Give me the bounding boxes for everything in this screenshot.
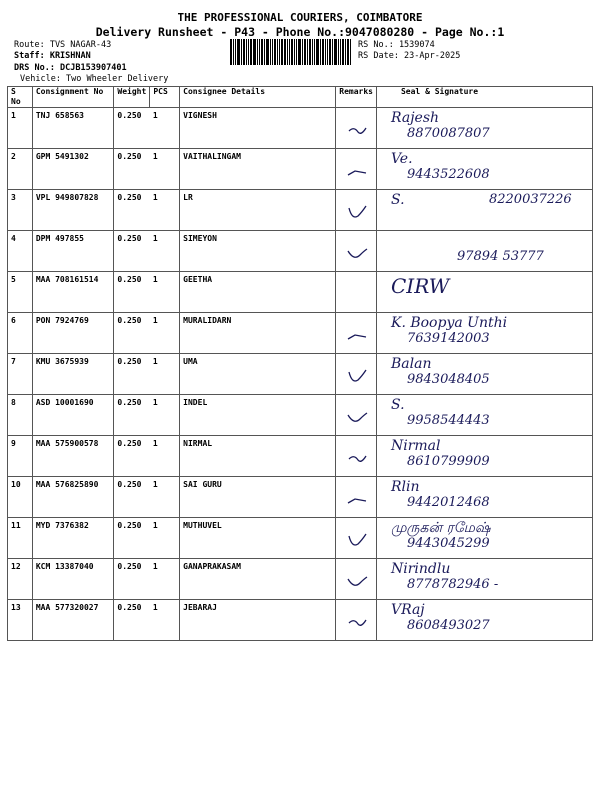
table-row — [8, 272, 593, 313]
runsheet-title: Delivery Runsheet - P43 - Phone No.:9047080280 - Page No.:1 — [95, 25, 505, 39]
signature-name: Nirindlu — [390, 561, 451, 577]
signature-name: S. — [390, 397, 405, 413]
cell-seal-signature — [376, 559, 592, 600]
cell-seal-signature — [376, 190, 592, 231]
cell-pcs: 1 — [150, 108, 180, 149]
cell-seal-signature — [376, 600, 592, 641]
cell-pcs: 1 — [150, 477, 180, 518]
cell-weight: 0.250 — [114, 149, 150, 190]
table-row — [8, 477, 593, 518]
cell-pcs: 1 — [150, 231, 180, 272]
signature-name: CIRW — [390, 274, 450, 298]
cell-seal-signature — [376, 395, 592, 436]
vehicle-label: Vehicle: Two Wheeler Delivery — [20, 74, 169, 84]
cell-pcs: 1 — [150, 395, 180, 436]
cell-consignment: MAA 576825890 — [32, 477, 114, 518]
cell-seal-signature — [376, 231, 592, 272]
cell-consignee: MUTHUVEL — [180, 518, 336, 559]
cell-remarks — [336, 272, 377, 313]
cell-remarks — [336, 600, 377, 641]
cell-seal-signature — [376, 272, 592, 313]
cell-consignee: MURALIDARN — [180, 313, 336, 354]
table-row — [8, 354, 593, 395]
signature-name: Rlin — [390, 479, 420, 495]
signature-name: Rajesh — [390, 110, 440, 126]
table-row — [8, 149, 593, 190]
cell-pcs: 1 — [150, 600, 180, 641]
cell-weight: 0.250 — [114, 518, 150, 559]
cell-consignment: VPL 949807828 — [32, 190, 114, 231]
cell-seal-signature — [376, 436, 592, 477]
cell-consignment: KMU 3675939 — [32, 354, 114, 395]
cell-pcs: 1 — [150, 149, 180, 190]
cell-consignment: MAA 577320027 — [32, 600, 114, 641]
delivery-tick-mark — [346, 491, 368, 509]
signature-phone: 9843048405 — [406, 372, 490, 387]
cell-consignee: NIRMAL — [180, 436, 336, 477]
cell-weight: 0.250 — [114, 108, 150, 149]
table-row — [8, 231, 593, 272]
cell-weight: 0.250 — [114, 395, 150, 436]
cell-consignee: VAITHALINGAM — [180, 149, 336, 190]
cell-weight: 0.250 — [114, 313, 150, 354]
cell-remarks — [336, 190, 377, 231]
cell-sno: 1 — [8, 108, 33, 149]
delivery-tick-mark — [346, 122, 368, 140]
cell-remarks — [336, 313, 377, 354]
cell-consignee: SAI GURU — [180, 477, 336, 518]
table-row — [8, 436, 593, 477]
cell-remarks — [336, 149, 377, 190]
cell-sno: 6 — [8, 313, 33, 354]
signature-phone: 9443045299 — [406, 536, 490, 551]
runsheet-table — [7, 86, 593, 641]
table-row — [8, 190, 593, 231]
cell-sno: 8 — [8, 395, 33, 436]
rs-date: RS Date: 23-Apr-2025 — [358, 51, 461, 61]
signature-phone: 8610799909 — [406, 454, 490, 469]
cell-pcs: 1 — [150, 190, 180, 231]
signature-name: Balan — [390, 356, 432, 372]
signature-phone: 7639142003 — [406, 331, 490, 346]
cell-consignment: TNJ 658563 — [32, 108, 114, 149]
delivery-tick-mark — [346, 614, 368, 632]
drs-number: DRS No.: DCJB153907401 — [14, 63, 127, 73]
cell-sno: 10 — [8, 477, 33, 518]
cell-remarks — [336, 559, 377, 600]
table-row — [8, 518, 593, 559]
cell-weight: 0.250 — [114, 231, 150, 272]
delivery-tick-mark — [346, 327, 368, 345]
cell-remarks — [336, 108, 377, 149]
delivery-tick-mark — [346, 409, 368, 427]
cell-remarks — [336, 518, 377, 559]
cell-sno: 3 — [8, 190, 33, 231]
signature-phone: 9443522608 — [406, 167, 490, 182]
route-label: Route: TVS NAGAR-43 — [14, 40, 112, 50]
signature-phone: 8608493027 — [406, 618, 490, 633]
cell-seal-signature — [376, 477, 592, 518]
signature-phone: 9442012468 — [406, 495, 490, 510]
cell-remarks — [336, 395, 377, 436]
cell-sno: 2 — [8, 149, 33, 190]
cell-seal-signature — [376, 108, 592, 149]
staff-label: Staff: KRISHNAN — [14, 51, 91, 61]
cell-sno: 5 — [8, 272, 33, 313]
cell-remarks — [336, 231, 377, 272]
cell-consignment: GPM 5491302 — [32, 149, 114, 190]
cell-consignee: GEETHA — [180, 272, 336, 313]
cell-consignment: ASD 10001690 — [32, 395, 114, 436]
cell-remarks — [336, 477, 377, 518]
cell-sno: 11 — [8, 518, 33, 559]
signature-name: Ve. — [390, 151, 413, 167]
cell-sno: 9 — [8, 436, 33, 477]
delivery-tick-mark — [346, 368, 368, 386]
signature-phone: 9958544443 — [406, 413, 490, 428]
table-header-row — [8, 87, 593, 108]
cell-pcs: 1 — [150, 518, 180, 559]
table-row — [8, 313, 593, 354]
cell-consignment: MAA 575900578 — [32, 436, 114, 477]
col-pcs: PCS — [150, 87, 180, 108]
col-weight: Weight — [114, 87, 150, 108]
cell-weight: 0.250 — [114, 190, 150, 231]
table-row — [8, 600, 593, 641]
cell-seal-signature — [376, 149, 592, 190]
cell-pcs: 1 — [150, 272, 180, 313]
cell-sno: 13 — [8, 600, 33, 641]
cell-consignee: JEBARAJ — [180, 600, 336, 641]
signature-name: VRaj — [390, 602, 425, 618]
col-consignment: Consignment No — [32, 87, 114, 108]
delivery-tick-mark — [346, 204, 368, 222]
cell-sno: 7 — [8, 354, 33, 395]
cell-consignee: SIMEYON — [180, 231, 336, 272]
cell-consignment: MAA 708161514 — [32, 272, 114, 313]
cell-consignee: GANAPRAKASAM — [180, 559, 336, 600]
cell-consignment: DPM 497855 — [32, 231, 114, 272]
col-consignee: Consignee Details — [180, 87, 336, 108]
cell-consignee: INDEL — [180, 395, 336, 436]
col-remarks: Remarks — [336, 87, 377, 108]
table-row — [8, 559, 593, 600]
signature-phone: 8870087807 — [406, 126, 490, 141]
delivery-tick-mark — [346, 163, 368, 181]
cell-weight: 0.250 — [114, 354, 150, 395]
cell-consignee: UMA — [180, 354, 336, 395]
col-sno: S No — [8, 87, 33, 108]
rs-number: RS No.: 1539074 — [358, 40, 435, 50]
signature-name: Nirmal — [390, 438, 441, 454]
company-title: THE PROFESSIONAL COURIERS, COIMBATORE — [177, 11, 423, 24]
cell-consignee: VIGNESH — [180, 108, 336, 149]
cell-sno: 4 — [8, 231, 33, 272]
cell-seal-signature — [376, 354, 592, 395]
table-row — [8, 395, 593, 436]
signature-phone: 8220037226 — [488, 192, 572, 207]
delivery-tick-mark — [346, 245, 368, 263]
cell-weight: 0.250 — [114, 559, 150, 600]
cell-consignment: MYD 7376382 — [32, 518, 114, 559]
cell-remarks — [336, 436, 377, 477]
signature-name: S. — [390, 192, 405, 208]
cell-pcs: 1 — [150, 354, 180, 395]
cell-consignment: KCM 13387040 — [32, 559, 114, 600]
cell-weight: 0.250 — [114, 436, 150, 477]
col-seal-signature: Seal & Signature — [376, 87, 592, 108]
signature-name: K. Boopya Unthi — [390, 315, 508, 331]
cell-seal-signature — [376, 313, 592, 354]
cell-remarks — [336, 354, 377, 395]
signature-name: முருகன் ரமேஷ் — [390, 520, 491, 536]
cell-pcs: 1 — [150, 313, 180, 354]
cell-sno: 12 — [8, 559, 33, 600]
delivery-tick-mark — [346, 450, 368, 468]
cell-consignment: PON 7924769 — [32, 313, 114, 354]
cell-consignee: LR — [180, 190, 336, 231]
barcode — [230, 39, 352, 65]
signature-phone: 8778782946 - — [406, 577, 499, 592]
cell-seal-signature — [376, 518, 592, 559]
cell-pcs: 1 — [150, 436, 180, 477]
cell-weight: 0.250 — [114, 272, 150, 313]
delivery-tick-mark — [346, 573, 368, 591]
delivery-tick-mark — [346, 532, 368, 550]
cell-weight: 0.250 — [114, 477, 150, 518]
cell-pcs: 1 — [150, 559, 180, 600]
signature-phone: 97894 53777 — [456, 249, 544, 264]
cell-weight: 0.250 — [114, 600, 150, 641]
table-row — [8, 108, 593, 149]
